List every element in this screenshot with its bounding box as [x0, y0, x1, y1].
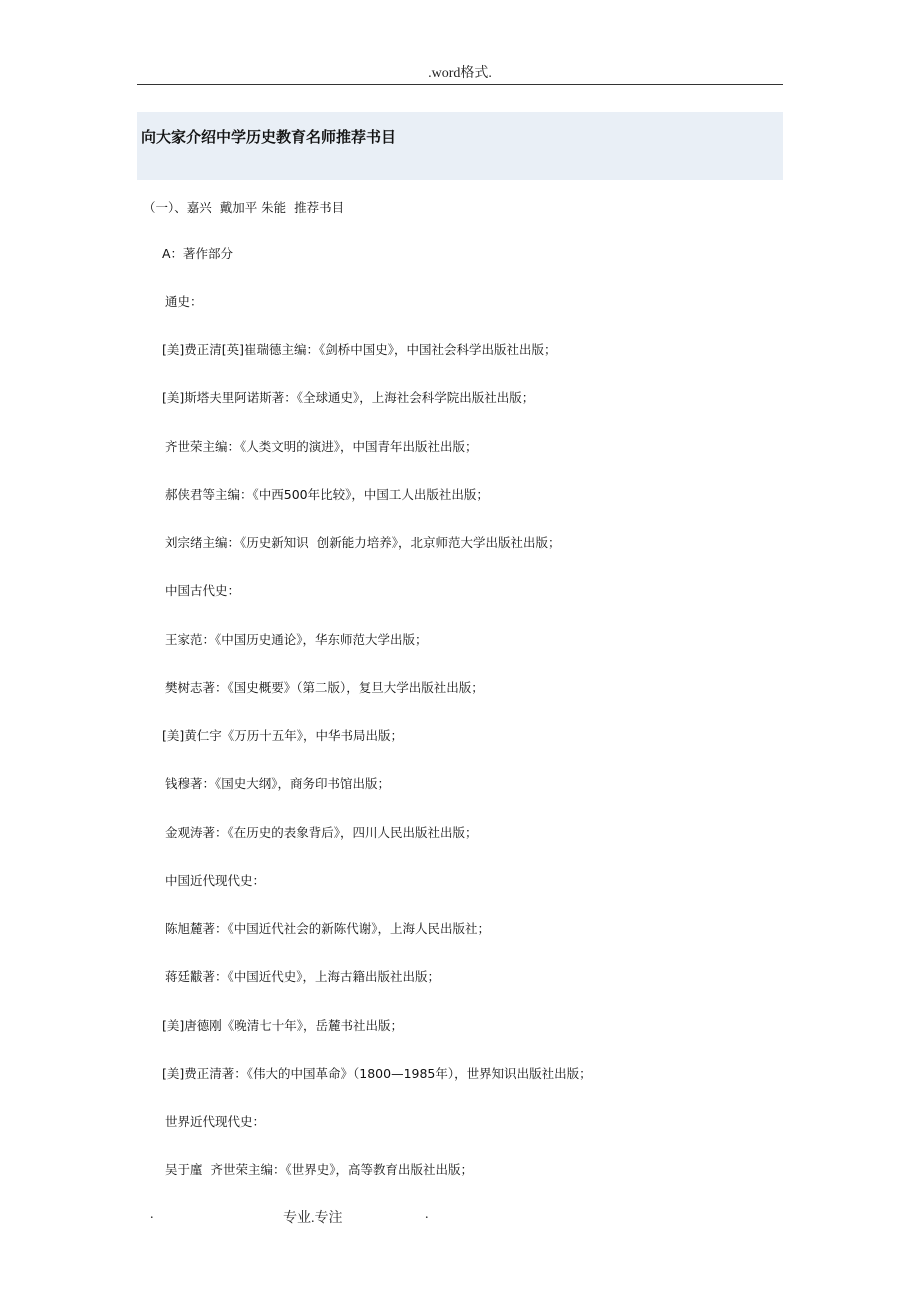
- book-entry: 王家范：《中国历史通论》，华东师范大学出版；: [165, 632, 428, 647]
- category-heading: 中国近代现代史：: [165, 873, 266, 888]
- book-entry: 刘宗绪主编：《历史新知识 创新能力培养》，北京师范大学出版社出版；: [165, 535, 561, 550]
- subsection-heading: A：著作部分: [162, 246, 234, 261]
- footer-center-text: 专业.专注: [283, 1211, 343, 1226]
- document-title: 向大家介绍中学历史教育名师推荐书目: [141, 128, 397, 146]
- book-entry: 郝侠君等主编：《中西500年比较》，中国工人出版社出版；: [165, 487, 489, 502]
- title-band: [137, 112, 783, 180]
- book-entry: [美]斯塔夫里阿诺斯著：《全球通史》，上海社会科学院出版社出版；: [162, 390, 535, 405]
- book-entry: 陈旭麓著：《中国近代社会的新陈代谢》，上海人民出版社；: [165, 921, 491, 936]
- section-heading: （一）、嘉兴 戴加平 朱能 推荐书目: [143, 200, 345, 215]
- category-heading: 中国古代史：: [165, 583, 241, 598]
- page-header: .word格式.: [428, 66, 492, 81]
- book-entry: [美]唐德刚《晚清七十年》，岳麓书社出版；: [162, 1018, 404, 1033]
- book-entry: 蒋廷黻著：《中国近代史》，上海古籍出版社出版；: [165, 969, 441, 984]
- book-entry: [美]黄仁宇《万历十五年》，中华书局出版；: [162, 728, 404, 743]
- header-divider: [137, 84, 783, 85]
- book-entry: 钱穆著：《国史大纲》，商务印书馆出版；: [165, 776, 391, 791]
- book-entry: 金观涛著：《在历史的表象背后》，四川人民出版社出版；: [165, 825, 478, 840]
- book-entry: [美]费正清[英]崔瑞德主编：《剑桥中国史》，中国社会科学出版社出版；: [162, 342, 557, 357]
- footer-left-mark: .: [150, 1207, 154, 1222]
- book-entry: 齐世荣主编：《人类文明的演进》，中国青年出版社出版；: [165, 439, 478, 454]
- book-entry: 吴于廑 齐世荣主编：《世界史》，高等教育出版社出版；: [165, 1162, 473, 1177]
- category-heading: 世界近代现代史：: [165, 1114, 266, 1129]
- book-entry: [美]费正清著：《伟大的中国革命》（1800—1985年），世界知识出版社出版；: [162, 1066, 592, 1081]
- book-entry: 樊树志著：《国史概要》（第二版），复旦大学出版社出版；: [165, 680, 484, 695]
- category-heading: 通史：: [165, 294, 203, 309]
- footer-right-mark: .: [425, 1207, 429, 1222]
